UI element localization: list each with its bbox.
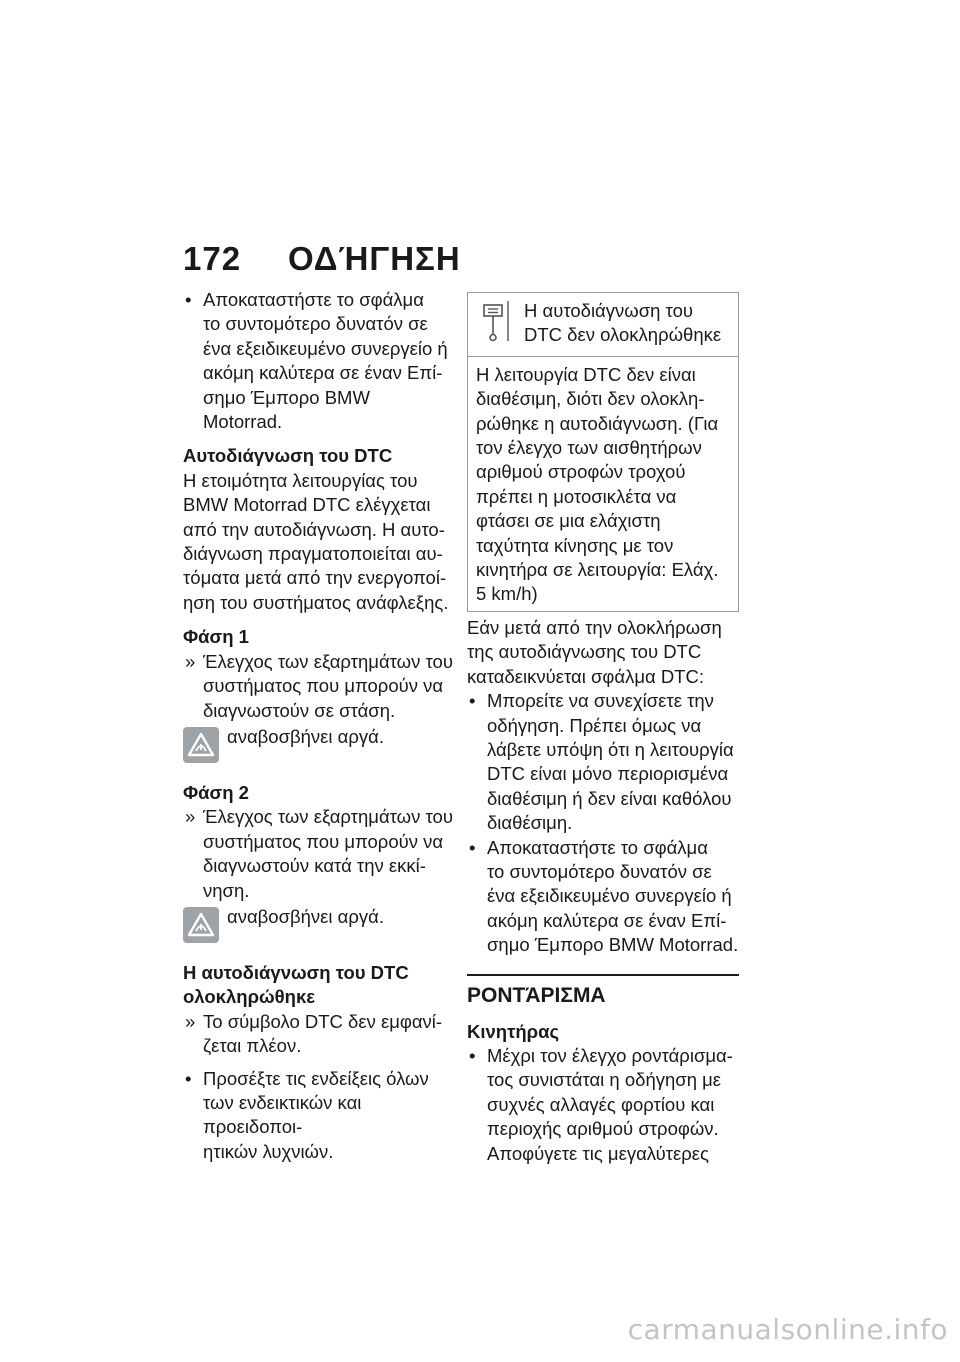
text-line: συχνές αλλαγές φορτίου και <box>487 1093 715 1115</box>
info-note-icon <box>478 299 514 343</box>
heading-phase-2: Φάση 2 <box>183 781 249 803</box>
text-line: • Μπορείτε να συνεχίσετε την <box>487 690 714 712</box>
action-symbol-gone <box>183 1010 453 1059</box>
left-column <box>183 288 453 1164</box>
warning-light-text: αναβοσβήνει αργά. <box>227 905 384 927</box>
dtc-warning-light-icon <box>183 907 219 943</box>
bullet-running-in-advice <box>467 1044 739 1166</box>
text-line: • Αποκαταστήστε το σφάλμα <box>203 289 424 310</box>
text-line: DTC είναι μόνο περιορισμένα <box>487 763 729 785</box>
bullet-continue-riding <box>467 689 739 835</box>
info-box-not-complete <box>467 292 739 612</box>
text-line: Αποφύγετε τις μεγαλύτερες <box>487 1142 709 1164</box>
text-line: οδήγηση. Πρέπει όμως να <box>487 714 702 736</box>
text-line: συστήματος που μπορούν να <box>203 830 444 852</box>
text-line: διαθέσιμη. <box>487 812 573 834</box>
text-line: από την αυτοδιάγνωση. Η αυτο- <box>183 518 445 540</box>
text-line: διαθέσιμη, διότι δεν ολοκλη- <box>476 388 705 410</box>
text-line: » Το σύμβολο DTC δεν εμφανί- <box>203 1010 443 1032</box>
section-title-running-in: ΡΟΝΤΆΡΙΣΜΑ <box>467 974 739 1008</box>
text-line: καταδεικνύεται σφάλμα DTC: <box>467 665 704 687</box>
text-line: • Μέχρι τον έλεγχο ροντάρισμα- <box>487 1044 733 1066</box>
bullet-repair-fault <box>183 288 453 434</box>
text-line: φτάσει σε μια ελάχιστη <box>476 510 661 532</box>
text-line: διαγνωστούν σε στάση. <box>203 699 396 721</box>
action-phase-2 <box>183 805 453 903</box>
text-line: λάβετε υπόψη ότι η λειτουργία <box>487 738 734 760</box>
text-line: Η αυτοδιάγνωση του <box>524 300 693 321</box>
text-line: ηση του συστήματος ανάφλεξης. <box>183 591 449 613</box>
text-line: νηση. <box>203 879 250 901</box>
text-line: Η λειτουργία DTC δεν είναι <box>476 363 696 385</box>
heading-phase-1: Φάση 1 <box>183 626 249 648</box>
text-line: BMW Motorrad DTC ελέγχεται <box>183 494 431 516</box>
text-line: » Έλεγχος των εξαρτημάτων του <box>203 650 453 672</box>
text-line: πρέπει η μοτοσικλέτα να <box>476 485 677 507</box>
page-header <box>183 240 461 278</box>
page-number: 172 <box>183 240 242 277</box>
dtc-warning-light-icon <box>183 727 219 763</box>
action-phase-1 <box>183 650 453 723</box>
text-line: • Προσέξτε τις ενδείξεις όλων <box>203 1067 429 1089</box>
info-box-title <box>524 299 721 348</box>
text-line: ακόμη καλύτερα σε έναν Επί- <box>203 362 443 384</box>
text-line: • Αποκαταστήστε το σφάλμα <box>487 836 708 858</box>
text-line: συστήματος που μπορούν να <box>203 675 444 697</box>
text-line: το συντομότερο δυνατόν σε <box>487 860 712 882</box>
text-line: Η ετοιμότητα λειτουργίας του <box>183 469 418 491</box>
heading-line: Η αυτοδιάγνωση του DTC <box>183 961 409 983</box>
info-box-header <box>468 293 738 357</box>
text-line: ρώθηκε η αυτοδιάγνωση. (Για <box>476 412 719 434</box>
paragraph-dtc-readiness <box>183 469 453 615</box>
text-line: το συντομότερο δυνατόν σε <box>203 313 428 335</box>
chapter-title: ΟΔΉΓΗΣΗ <box>288 240 461 277</box>
text-line: της αυτοδιάγνωσης του DTC <box>467 641 702 663</box>
text-line: ητικών λυχνιών. <box>203 1140 334 1162</box>
heading-engine: Κινητήρας <box>467 1020 560 1042</box>
text-line: διαγνωστούν κατά την εκκί- <box>203 855 426 877</box>
text-line: Εάν μετά από την ολοκλήρωση <box>467 616 722 638</box>
text-line: διάγνωση πραγματοποιείται αυ- <box>183 543 443 565</box>
text-line: των ενδεικτικών και προειδοποι- <box>203 1091 362 1138</box>
text-line: τος συνιστάται η οδήγηση με <box>487 1069 722 1091</box>
warning-light-text: αναβοσβήνει αργά. <box>227 725 384 747</box>
text-line: 5 km/h) <box>476 583 538 605</box>
text-line: τον έλεγχο των αισθητήρων <box>476 437 702 459</box>
text-line: DTC δεν ολοκληρώθηκε <box>524 324 722 346</box>
bullet-repair-fault-2 <box>467 836 739 958</box>
text-line: ακόμη καλύτερα σε έναν Επί- <box>487 909 727 931</box>
warning-light-row-2 <box>183 905 453 943</box>
right-column <box>467 288 739 1166</box>
watermark: carmanualsonline.info <box>627 1313 948 1346</box>
heading-line: ολοκληρώθηκε <box>183 986 316 1008</box>
text-line: » Έλεγχος των εξαρτημάτων του <box>203 806 453 828</box>
paragraph-dtc-fault <box>467 616 739 689</box>
text-line: αριθμού στροφών τροχού <box>476 461 686 483</box>
text-line: διαθέσιμη ή δεν είναι καθόλου <box>487 787 732 809</box>
text-line: σημο Έμπορο BMW Motorrad. <box>487 934 739 956</box>
bullet-check-indicators <box>183 1067 453 1165</box>
heading-dtc-self-diagnosis: Αυτοδιάγνωση του DTC <box>183 445 393 467</box>
warning-light-row-1 <box>183 725 453 763</box>
text-line: ζεται πλέον. <box>203 1035 302 1057</box>
text-line: περιοχής αριθμού στροφών. <box>487 1118 719 1140</box>
text-line: σημο Έμπορο BMW Motorrad. <box>203 386 370 433</box>
text-line: ένα εξειδικευμένο συνεργείο ή <box>487 885 732 907</box>
text-line: ένα εξειδικευμένο συνεργείο ή <box>203 337 448 359</box>
text-line: κινητήρα σε λειτουργία: Ελάχ. <box>476 559 719 581</box>
info-box-body <box>468 357 738 611</box>
text-line: ταχύτητα κίνησης με τον <box>476 534 674 556</box>
text-line: τόματα μετά από την ενεργοποί- <box>183 567 447 589</box>
heading-self-diagnosis-complete <box>183 961 453 1010</box>
